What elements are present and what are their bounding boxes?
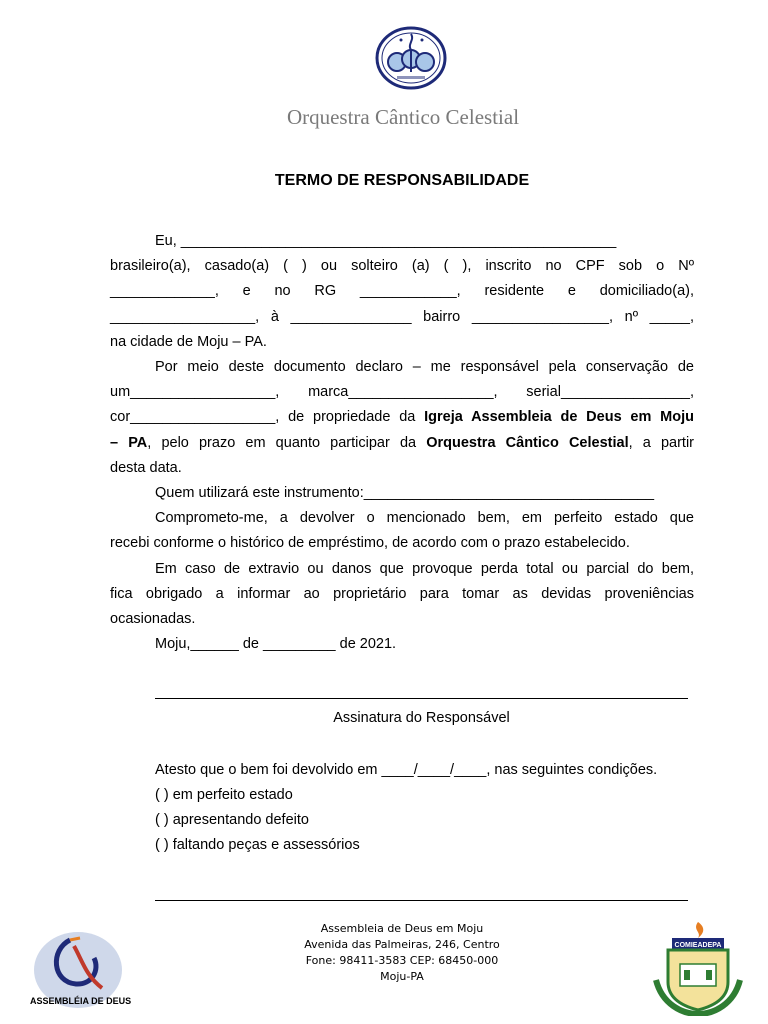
assembleia-logo-text: ASSEMBLÉIA DE DEUS bbox=[30, 996, 132, 1006]
seal-banner-text: COMIEADEPA bbox=[674, 942, 722, 949]
body-line-marital: brasileiro(a), casado(a) ( ) ou solteiro (a) ( ), inscrito no CPF sob o Nº bbox=[110, 258, 694, 274]
orchestra-logo bbox=[375, 26, 447, 90]
body-line-user: Quem utilizará este instrumento:____________________________________ bbox=[155, 485, 655, 501]
church-name: Igreja Assembleia de Deus em Moju bbox=[424, 409, 694, 425]
church-state: – PA bbox=[110, 435, 148, 451]
body-line-loss: Em caso de extravio ou danos que provoque perda total ou parcial do bem, bbox=[155, 561, 694, 577]
signature-line bbox=[155, 698, 688, 699]
orchestra-name: Orquestra Cântico Celestial bbox=[426, 435, 629, 451]
body-line-loss-2: fica obrigado a informar ao proprietário para tomar as devidas proveniências bbox=[110, 586, 694, 602]
body-line-city: na cidade de Moju – PA. bbox=[110, 334, 267, 350]
body-line-instrument: um__________________, marca__________________, serial________________, bbox=[110, 384, 694, 400]
footer-church: Assembleia de Deus em Moju bbox=[320, 922, 484, 935]
color-text: cor__________________, de propriedade da bbox=[110, 409, 425, 425]
condition-defect: ( ) apresentando defeito bbox=[155, 812, 309, 828]
period-text: , pelo prazo em quanto participar da bbox=[147, 435, 427, 451]
body-line-rg: _____________, e no RG ____________, residente e domiciliado(a), bbox=[110, 283, 694, 299]
footer-address bbox=[280, 921, 524, 985]
signature-caption: Assinatura do Responsável bbox=[333, 710, 510, 726]
return-signature-line bbox=[155, 900, 688, 901]
footer-city: Moju-PA bbox=[380, 970, 424, 983]
footer-phone: Fone: 98411-3583 CEP: 68450-000 bbox=[305, 954, 499, 967]
body-line-address: __________________, à _______________ bairro _________________, nº _____, bbox=[110, 309, 694, 325]
body-line-period bbox=[110, 434, 694, 452]
condition-perfect: ( ) em perfeito estado bbox=[155, 787, 293, 803]
body-line-date: desta data. bbox=[110, 460, 182, 476]
comieadepa-seal bbox=[652, 920, 744, 1016]
body-line-loss-3: ocasionadas. bbox=[110, 611, 196, 627]
condition-missing: ( ) faltando peças e assessórios bbox=[155, 837, 360, 853]
body-line-place-date: Moju,______ de _________ de 2021. bbox=[155, 636, 397, 652]
body-line-declare: Por meio deste documento declaro – me responsável pela conservação de bbox=[155, 359, 694, 375]
org-name: Orquestra Cântico Celestial bbox=[286, 105, 520, 129]
body-line-commit: Comprometo-me, a devolver o mencionado bem, em perfeito estado que bbox=[155, 510, 694, 526]
footer-street: Avenida das Palmeiras, 246, Centro bbox=[304, 938, 500, 951]
assembleia-logo bbox=[30, 930, 136, 1010]
document-title: TERMO DE RESPONSABILIDADE bbox=[274, 172, 530, 189]
period-end: , a partir bbox=[628, 435, 695, 451]
body-line-commit-2: recebi conforme o histórico de empréstimo, de acordo com o prazo estabelecido. bbox=[110, 535, 630, 551]
body-line-color bbox=[110, 408, 694, 426]
body-line-name: Eu, ______________________________________________________ bbox=[155, 233, 617, 249]
return-statement: Atesto que o bem foi devolvido em ____/____/____, nas seguintes condições. bbox=[155, 762, 658, 778]
